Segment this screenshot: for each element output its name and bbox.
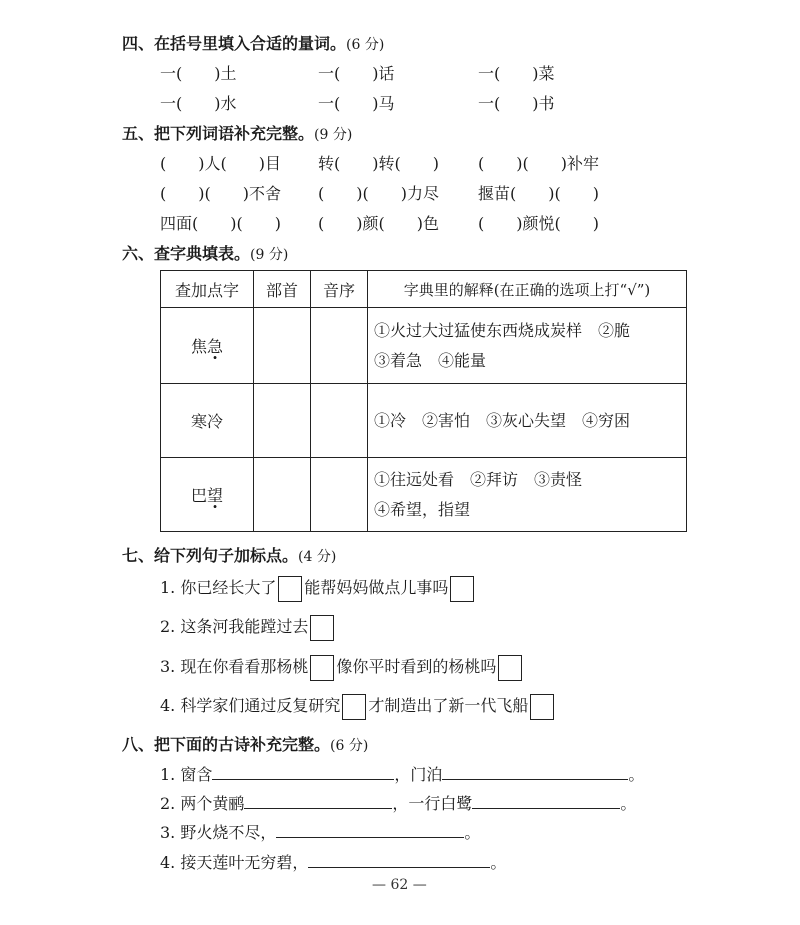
section4-item-2: 一( )话 [318, 64, 395, 83]
poem-line-4 [160, 850, 506, 873]
explanation-line: ③着急 ④能量 [374, 350, 487, 370]
header-pinyin-initial: 音序 [311, 271, 368, 308]
word-char: 焦 [190, 337, 207, 356]
section5-heading [122, 121, 352, 144]
sentence-text: 4. 科学家们通过反复研究 [160, 696, 341, 715]
section5-item-1: ( )人( )目 [160, 154, 281, 173]
section8-heading [122, 732, 368, 755]
section5-item-5: ( )( )力尽 [318, 184, 439, 203]
punctuation-box[interactable] [310, 615, 334, 641]
sentence-text: 3. 现在你看看那杨桃 [160, 657, 309, 676]
section4-item-6: 一( )书 [478, 94, 555, 113]
punctuation-box[interactable] [342, 694, 366, 720]
word-cell [161, 458, 254, 532]
header-char: 查加点字 [161, 271, 254, 308]
sentence-3 [160, 654, 524, 681]
section4-item-1: 一( )土 [160, 64, 237, 83]
explanation-cell [368, 308, 687, 384]
section5-score: (9 分) [314, 127, 353, 143]
answer-blank[interactable] [276, 823, 464, 838]
table-row [161, 384, 687, 458]
section5-item-3: ( )( )补牢 [478, 154, 599, 173]
table-header-row [161, 271, 687, 308]
sentence-2 [160, 614, 336, 641]
sentence-text: 2. 这条河我能蹚过去 [160, 617, 309, 636]
section5-item-9: ( )颜悦( ) [478, 214, 599, 233]
section4-item-5: 一( )马 [318, 94, 395, 113]
punctuation-box[interactable] [310, 655, 334, 681]
section4-item-3: 一( )菜 [478, 64, 555, 83]
table-row [161, 458, 687, 532]
explanation-cell [368, 458, 687, 532]
sentence-text: 才制造出了新一代飞船 [368, 696, 529, 715]
pinyin-cell[interactable] [311, 458, 368, 532]
poem-text: 。 [464, 823, 481, 842]
section7-score: (4 分) [298, 549, 337, 565]
answer-blank[interactable] [212, 765, 394, 780]
word-char: 巴 [190, 486, 207, 505]
table-row [161, 308, 687, 384]
section5-title: 五、把下列词语补充完整。 [122, 124, 315, 143]
section7-heading [122, 543, 336, 566]
section4-score: (6 分) [346, 37, 385, 53]
section5-item-7: 四面( )( ) [160, 214, 281, 233]
explanation-line: ①往远处看 ②拜访 ③责怪 [374, 469, 583, 489]
pinyin-cell[interactable] [311, 308, 368, 384]
section8-score: (6 分) [330, 738, 369, 754]
punctuation-box[interactable] [278, 576, 302, 602]
answer-blank[interactable] [472, 794, 620, 809]
explanation-cell [368, 384, 687, 458]
punctuation-box[interactable] [450, 576, 474, 602]
punctuation-box[interactable] [530, 694, 554, 720]
sentence-1 [160, 575, 476, 602]
explanation-line: ①冷 ②害怕 ③灰心失望 ④穷困 [374, 410, 631, 430]
poem-text: 1. 窗含 [160, 765, 213, 784]
section4-heading [122, 31, 384, 54]
page-number: — 62 — [372, 877, 427, 893]
section5-item-6: 揠苗( )( ) [478, 184, 599, 203]
answer-blank[interactable] [442, 765, 628, 780]
radical-cell[interactable] [254, 308, 311, 384]
poem-text: 。 [620, 794, 637, 813]
section6-heading [122, 241, 288, 264]
word-cell [161, 384, 254, 458]
sentence-text: 能帮妈妈做点儿事吗 [304, 578, 449, 597]
explanation-line: ④希望，指望 [374, 499, 471, 519]
poem-text: 2. 两个黄鹂 [160, 794, 245, 813]
section6-title: 六、查字典填表。 [122, 244, 251, 263]
poem-text: ，一行白鹭 [392, 794, 473, 813]
answer-blank[interactable] [244, 794, 392, 809]
sentence-4 [160, 693, 556, 720]
word-char: 寒 [190, 412, 207, 431]
dotted-char: 急 [207, 337, 224, 356]
section6-score: (9 分) [250, 247, 289, 263]
header-radical: 部首 [254, 271, 311, 308]
poem-line-1 [160, 762, 644, 785]
pinyin-cell[interactable] [311, 384, 368, 458]
section4-item-4: 一( )水 [160, 94, 237, 113]
poem-text: 。 [628, 765, 645, 784]
section4-title: 四、在括号里填入合适的量词。 [122, 34, 347, 53]
poem-text: 4. 接天莲叶无穷碧， [160, 853, 309, 872]
section7-title: 七、给下列句子加标点。 [122, 546, 299, 565]
sentence-text: 像你平时看到的杨桃吗 [336, 657, 497, 676]
explanation-line: ①火过大过猛使东西烧成炭样 ②脆 [374, 320, 631, 340]
section5-item-8: ( )颜( )色 [318, 214, 439, 233]
poem-text: ，门泊 [394, 765, 443, 784]
poem-text: 3. 野火烧不尽， [160, 823, 277, 842]
punctuation-box[interactable] [498, 655, 522, 681]
radical-cell[interactable] [254, 458, 311, 532]
radical-cell[interactable] [254, 384, 311, 458]
dictionary-table [160, 270, 687, 532]
header-explanation: 字典里的解释(在正确的选项上打“√”) [368, 271, 687, 308]
answer-blank[interactable] [308, 853, 490, 868]
word-cell [161, 308, 254, 384]
poem-text: 。 [490, 853, 507, 872]
poem-line-3 [160, 820, 480, 843]
dotted-char: 望 [207, 486, 224, 505]
sentence-text: 1. 你已经长大了 [160, 578, 277, 597]
poem-line-2 [160, 791, 636, 814]
word-char: 冷 [207, 412, 224, 431]
section5-item-4: ( )( )不舍 [160, 184, 281, 203]
section5-item-2: 转( )转( ) [318, 154, 439, 173]
section8-title: 八、把下面的古诗补充完整。 [122, 735, 331, 754]
